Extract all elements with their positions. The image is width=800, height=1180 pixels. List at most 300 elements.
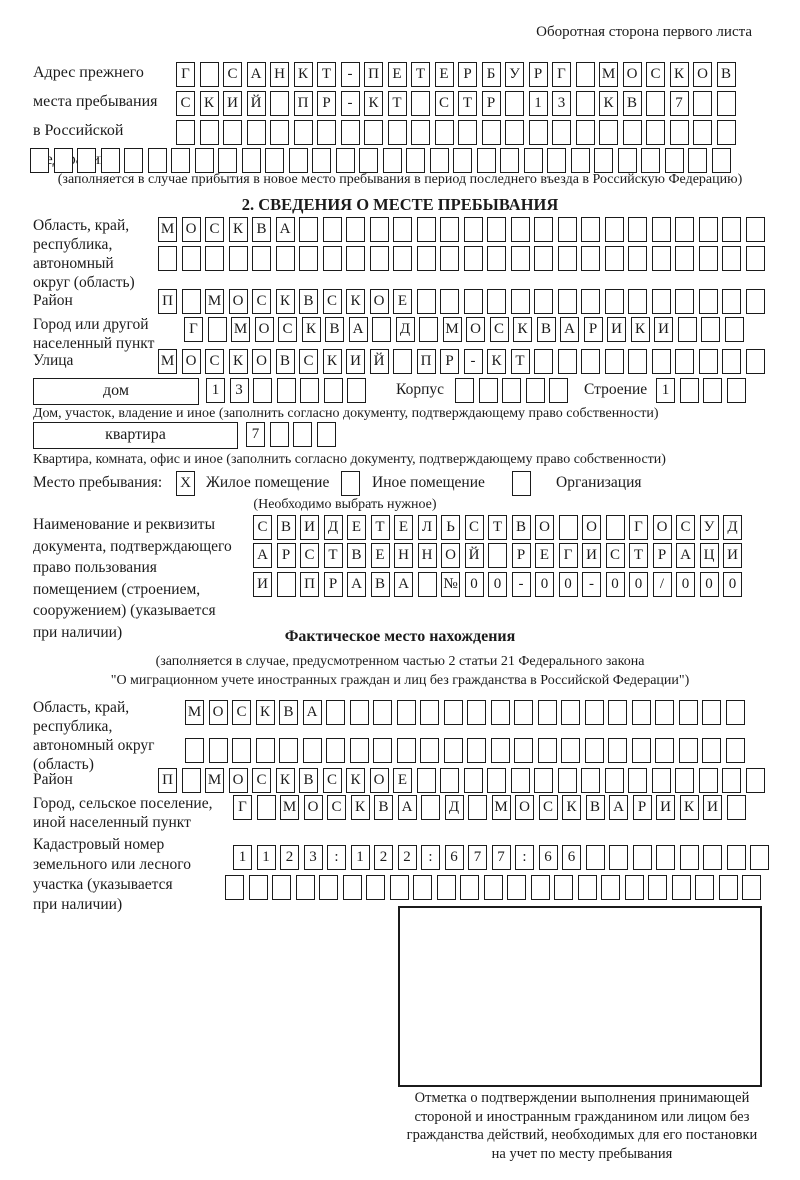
char-box[interactable]: 0 (606, 572, 625, 597)
char-box[interactable]: Е (393, 289, 412, 314)
char-box[interactable] (675, 349, 694, 374)
char-box[interactable] (652, 246, 671, 271)
char-box[interactable]: К (229, 349, 248, 374)
char-box[interactable] (699, 289, 718, 314)
char-box[interactable]: А (398, 795, 417, 820)
char-box[interactable]: : (421, 845, 440, 870)
char-box[interactable]: К (562, 795, 581, 820)
char-box[interactable]: Д (396, 317, 415, 342)
char-box[interactable] (576, 62, 595, 87)
char-box[interactable]: О (182, 217, 201, 242)
char-box[interactable] (223, 120, 242, 145)
char-box[interactable]: Г (559, 543, 578, 568)
char-box[interactable]: С (646, 62, 665, 87)
char-box[interactable] (323, 246, 342, 271)
char-box[interactable] (176, 120, 195, 145)
char-box[interactable] (370, 246, 389, 271)
char-box[interactable] (270, 422, 289, 447)
char-box[interactable] (554, 875, 573, 900)
char-box[interactable] (487, 289, 506, 314)
char-box[interactable] (628, 289, 647, 314)
char-box[interactable]: Р (324, 572, 343, 597)
char-box[interactable] (293, 422, 312, 447)
char-box[interactable]: О (304, 795, 323, 820)
char-box[interactable] (514, 738, 533, 763)
char-box[interactable] (558, 289, 577, 314)
char-box[interactable] (229, 246, 248, 271)
char-box[interactable]: П (158, 768, 177, 793)
char-box[interactable] (693, 120, 712, 145)
char-box[interactable]: О (582, 515, 601, 540)
char-box[interactable] (393, 349, 412, 374)
char-box[interactable]: В (374, 795, 393, 820)
char-box[interactable] (326, 738, 345, 763)
char-box[interactable]: Т (324, 543, 343, 568)
char-box[interactable]: 1 (529, 91, 548, 116)
char-box[interactable]: 2 (398, 845, 417, 870)
char-box[interactable]: К (513, 317, 532, 342)
char-box[interactable] (30, 148, 49, 173)
char-box[interactable]: С (232, 700, 251, 725)
char-box[interactable]: У (700, 515, 719, 540)
char-box[interactable]: С (465, 515, 484, 540)
char-box[interactable]: Р (584, 317, 603, 342)
char-box[interactable]: О (441, 543, 460, 568)
char-box[interactable]: Й (370, 349, 389, 374)
char-box[interactable] (618, 148, 637, 173)
char-box[interactable] (712, 148, 731, 173)
char-box[interactable]: А (247, 62, 266, 87)
char-box[interactable] (632, 738, 651, 763)
char-box[interactable] (249, 875, 268, 900)
char-box[interactable] (279, 738, 298, 763)
char-box[interactable]: С (490, 317, 509, 342)
char-box[interactable]: К (487, 349, 506, 374)
char-box[interactable] (561, 700, 580, 725)
char-box[interactable] (576, 120, 595, 145)
char-box[interactable]: С (327, 795, 346, 820)
char-box[interactable] (312, 148, 331, 173)
char-box[interactable] (256, 738, 275, 763)
char-box[interactable] (727, 378, 746, 403)
char-box[interactable] (549, 378, 568, 403)
char-box[interactable]: И (223, 91, 242, 116)
char-box[interactable] (585, 738, 604, 763)
char-box[interactable] (440, 289, 459, 314)
char-box[interactable]: Т (629, 543, 648, 568)
char-box[interactable] (421, 795, 440, 820)
char-box[interactable] (558, 246, 577, 271)
char-box[interactable] (675, 289, 694, 314)
char-box[interactable]: Д (445, 795, 464, 820)
char-box[interactable] (558, 768, 577, 793)
char-box[interactable] (670, 120, 689, 145)
char-box[interactable] (482, 120, 501, 145)
char-box[interactable] (578, 875, 597, 900)
char-box[interactable]: А (347, 572, 366, 597)
char-box[interactable] (317, 422, 336, 447)
char-box[interactable]: К (631, 317, 650, 342)
char-box[interactable] (722, 246, 741, 271)
char-box[interactable]: С (176, 91, 195, 116)
char-box[interactable]: Д (723, 515, 742, 540)
char-box[interactable]: В (623, 91, 642, 116)
char-box[interactable] (628, 246, 647, 271)
char-box[interactable] (652, 289, 671, 314)
char-box[interactable] (500, 148, 519, 173)
char-box[interactable]: Р (458, 62, 477, 87)
char-box[interactable]: С (205, 349, 224, 374)
char-box[interactable] (455, 378, 474, 403)
char-box[interactable] (648, 875, 667, 900)
char-box[interactable] (444, 700, 463, 725)
char-box[interactable]: 7 (670, 91, 689, 116)
char-box[interactable] (652, 349, 671, 374)
char-box[interactable]: И (656, 795, 675, 820)
char-box[interactable] (418, 572, 437, 597)
char-box[interactable] (581, 768, 600, 793)
char-box[interactable] (270, 120, 289, 145)
char-box[interactable]: Й (465, 543, 484, 568)
char-box[interactable] (558, 349, 577, 374)
char-box[interactable]: А (676, 543, 695, 568)
char-box[interactable] (699, 246, 718, 271)
char-box[interactable] (373, 738, 392, 763)
char-box[interactable]: 0 (676, 572, 695, 597)
char-box[interactable] (372, 317, 391, 342)
char-box[interactable]: Р (512, 543, 531, 568)
char-box[interactable] (390, 875, 409, 900)
char-box[interactable] (701, 317, 720, 342)
char-box[interactable]: Т (388, 91, 407, 116)
char-box[interactable] (464, 217, 483, 242)
char-box[interactable] (625, 875, 644, 900)
char-box[interactable]: 6 (539, 845, 558, 870)
char-box[interactable]: М (158, 349, 177, 374)
char-box[interactable] (722, 289, 741, 314)
char-box[interactable] (491, 738, 510, 763)
char-box[interactable]: Т (371, 515, 390, 540)
char-box[interactable] (158, 246, 177, 271)
char-box[interactable] (467, 700, 486, 725)
char-box[interactable]: В (276, 349, 295, 374)
char-box[interactable]: П (364, 62, 383, 87)
char-box[interactable] (464, 246, 483, 271)
char-box[interactable] (726, 738, 745, 763)
char-box[interactable]: О (370, 768, 389, 793)
char-box[interactable]: К (346, 768, 365, 793)
char-box[interactable] (656, 845, 675, 870)
char-box[interactable]: Г (552, 62, 571, 87)
char-box[interactable]: А (394, 572, 413, 597)
char-box[interactable] (534, 768, 553, 793)
char-box[interactable]: 1 (233, 845, 252, 870)
char-box[interactable] (746, 349, 765, 374)
char-box[interactable]: О (370, 289, 389, 314)
char-box[interactable] (341, 120, 360, 145)
char-box[interactable]: Н (394, 543, 413, 568)
char-box[interactable]: 0 (535, 572, 554, 597)
char-box[interactable] (719, 875, 738, 900)
char-box[interactable] (444, 738, 463, 763)
char-box[interactable]: С (300, 543, 319, 568)
char-box[interactable]: И (654, 317, 673, 342)
char-box[interactable]: С (223, 62, 242, 87)
char-box[interactable] (388, 120, 407, 145)
char-box[interactable]: 2 (280, 845, 299, 870)
char-box[interactable]: Т (511, 349, 530, 374)
char-box[interactable] (242, 148, 261, 173)
char-box[interactable] (484, 875, 503, 900)
char-box[interactable]: Е (535, 543, 554, 568)
char-box[interactable]: 7 (468, 845, 487, 870)
char-box[interactable] (218, 148, 237, 173)
char-box[interactable] (511, 289, 530, 314)
char-box[interactable] (680, 378, 699, 403)
char-box[interactable]: К (670, 62, 689, 87)
char-box[interactable] (538, 738, 557, 763)
char-box[interactable] (534, 289, 553, 314)
char-box[interactable]: В (299, 768, 318, 793)
char-box[interactable] (299, 217, 318, 242)
char-box[interactable]: В (252, 217, 271, 242)
char-box[interactable]: / (653, 572, 672, 597)
char-box[interactable] (608, 738, 627, 763)
char-box[interactable] (336, 148, 355, 173)
char-box[interactable] (411, 91, 430, 116)
char-box[interactable] (464, 768, 483, 793)
char-box[interactable]: Ц (700, 543, 719, 568)
char-box[interactable] (641, 148, 660, 173)
char-box[interactable] (581, 289, 600, 314)
char-box[interactable] (726, 700, 745, 725)
char-box[interactable]: К (680, 795, 699, 820)
char-box[interactable]: С (323, 289, 342, 314)
char-box[interactable]: 6 (445, 845, 464, 870)
char-box[interactable]: К (276, 289, 295, 314)
char-box[interactable]: К (229, 217, 248, 242)
char-box[interactable] (171, 148, 190, 173)
char-box[interactable] (511, 246, 530, 271)
char-box[interactable]: В (537, 317, 556, 342)
char-box[interactable] (646, 91, 665, 116)
char-box[interactable] (725, 317, 744, 342)
char-box[interactable]: О (229, 768, 248, 793)
char-box[interactable] (703, 378, 722, 403)
char-box[interactable]: 0 (488, 572, 507, 597)
char-box[interactable] (511, 217, 530, 242)
char-box[interactable] (746, 289, 765, 314)
char-box[interactable]: И (607, 317, 626, 342)
char-box[interactable] (695, 875, 714, 900)
char-box[interactable]: В (717, 62, 736, 87)
char-box[interactable]: : (327, 845, 346, 870)
char-box[interactable]: Г (176, 62, 195, 87)
char-box[interactable] (346, 217, 365, 242)
char-box[interactable] (383, 148, 402, 173)
char-box[interactable]: 1 (351, 845, 370, 870)
char-box[interactable] (581, 217, 600, 242)
char-box[interactable] (277, 378, 296, 403)
char-box[interactable]: Т (317, 62, 336, 87)
char-box[interactable] (343, 875, 362, 900)
char-box[interactable]: М (205, 768, 224, 793)
char-box[interactable] (453, 148, 472, 173)
char-box[interactable]: К (256, 700, 275, 725)
char-box[interactable]: 7 (492, 845, 511, 870)
char-box[interactable] (605, 768, 624, 793)
char-box[interactable]: И (300, 515, 319, 540)
char-box[interactable] (514, 700, 533, 725)
char-box[interactable] (479, 378, 498, 403)
char-box[interactable]: К (364, 91, 383, 116)
char-box[interactable]: И (253, 572, 272, 597)
char-box[interactable]: О (693, 62, 712, 87)
char-box[interactable] (586, 845, 605, 870)
char-box[interactable] (722, 217, 741, 242)
char-box[interactable]: 3 (304, 845, 323, 870)
char-box[interactable] (420, 738, 439, 763)
char-box[interactable] (672, 875, 691, 900)
char-box[interactable] (652, 217, 671, 242)
char-box[interactable]: С (435, 91, 454, 116)
char-box[interactable] (440, 246, 459, 271)
char-box[interactable]: К (323, 349, 342, 374)
char-box[interactable]: А (303, 700, 322, 725)
char-box[interactable]: О (209, 700, 228, 725)
char-box[interactable]: Е (435, 62, 454, 87)
char-box[interactable] (124, 148, 143, 173)
char-box[interactable] (296, 875, 315, 900)
char-box[interactable] (272, 875, 291, 900)
char-box[interactable]: Е (388, 62, 407, 87)
char-box[interactable]: Р (482, 91, 501, 116)
char-box[interactable] (488, 543, 507, 568)
char-box[interactable] (581, 349, 600, 374)
char-box[interactable] (679, 700, 698, 725)
char-box[interactable] (317, 120, 336, 145)
char-box[interactable]: И (346, 349, 365, 374)
char-box[interactable]: Д (324, 515, 343, 540)
char-box[interactable] (699, 768, 718, 793)
char-box[interactable] (440, 217, 459, 242)
char-box[interactable]: К (346, 289, 365, 314)
char-box[interactable] (531, 875, 550, 900)
char-box[interactable]: Е (371, 543, 390, 568)
checkbox-organizaciya[interactable] (512, 471, 531, 496)
char-box[interactable] (703, 845, 722, 870)
char-box[interactable]: Г (184, 317, 203, 342)
char-box[interactable] (257, 795, 276, 820)
char-box[interactable] (605, 289, 624, 314)
char-box[interactable] (727, 795, 746, 820)
char-box[interactable]: К (276, 768, 295, 793)
char-box[interactable] (524, 148, 543, 173)
char-box[interactable] (77, 148, 96, 173)
kvartira-field[interactable]: квартира (33, 422, 238, 449)
char-box[interactable]: Р (277, 543, 296, 568)
char-box[interactable] (609, 845, 628, 870)
char-box[interactable]: № (441, 572, 460, 597)
char-box[interactable]: О (623, 62, 642, 87)
char-box[interactable]: П (417, 349, 436, 374)
char-box[interactable]: М (158, 217, 177, 242)
char-box[interactable] (511, 768, 530, 793)
char-box[interactable]: К (200, 91, 219, 116)
char-box[interactable] (605, 349, 624, 374)
char-box[interactable] (507, 875, 526, 900)
char-box[interactable] (205, 246, 224, 271)
char-box[interactable]: Ь (441, 515, 460, 540)
char-box[interactable]: 2 (374, 845, 393, 870)
char-box[interactable]: С (253, 515, 272, 540)
char-box[interactable] (437, 875, 456, 900)
char-box[interactable] (277, 572, 296, 597)
char-box[interactable] (417, 217, 436, 242)
char-box[interactable] (350, 738, 369, 763)
char-box[interactable]: О (466, 317, 485, 342)
char-box[interactable]: В (347, 543, 366, 568)
char-box[interactable] (419, 317, 438, 342)
char-box[interactable]: К (351, 795, 370, 820)
char-box[interactable]: В (277, 515, 296, 540)
char-box[interactable]: О (535, 515, 554, 540)
char-box[interactable] (717, 91, 736, 116)
char-box[interactable] (505, 120, 524, 145)
char-box[interactable] (665, 148, 684, 173)
char-box[interactable] (54, 148, 73, 173)
char-box[interactable]: Е (394, 515, 413, 540)
char-box[interactable] (373, 700, 392, 725)
char-box[interactable] (746, 217, 765, 242)
char-box[interactable] (299, 246, 318, 271)
char-box[interactable] (458, 120, 477, 145)
char-box[interactable] (594, 148, 613, 173)
char-box[interactable]: А (609, 795, 628, 820)
char-box[interactable]: Р (653, 543, 672, 568)
char-box[interactable]: С (299, 349, 318, 374)
char-box[interactable] (440, 768, 459, 793)
char-box[interactable]: О (515, 795, 534, 820)
char-box[interactable] (605, 246, 624, 271)
char-box[interactable] (148, 148, 167, 173)
char-box[interactable] (678, 317, 697, 342)
char-box[interactable]: В (325, 317, 344, 342)
char-box[interactable]: М (280, 795, 299, 820)
char-box[interactable]: 0 (465, 572, 484, 597)
char-box[interactable]: В (299, 289, 318, 314)
char-box[interactable] (350, 700, 369, 725)
char-box[interactable]: С (205, 217, 224, 242)
dom-field[interactable]: дом (33, 378, 199, 405)
char-box[interactable]: К (599, 91, 618, 116)
char-box[interactable] (605, 217, 624, 242)
char-box[interactable]: О (252, 349, 271, 374)
char-box[interactable]: В (586, 795, 605, 820)
char-box[interactable] (460, 875, 479, 900)
char-box[interactable]: А (560, 317, 579, 342)
char-box[interactable] (420, 700, 439, 725)
char-box[interactable]: Т (411, 62, 430, 87)
char-box[interactable] (585, 700, 604, 725)
char-box[interactable]: Н (270, 62, 289, 87)
char-box[interactable]: Л (418, 515, 437, 540)
char-box[interactable]: С (323, 768, 342, 793)
char-box[interactable] (679, 738, 698, 763)
char-box[interactable]: О (255, 317, 274, 342)
char-box[interactable]: И (723, 543, 742, 568)
char-box[interactable]: 0 (723, 572, 742, 597)
